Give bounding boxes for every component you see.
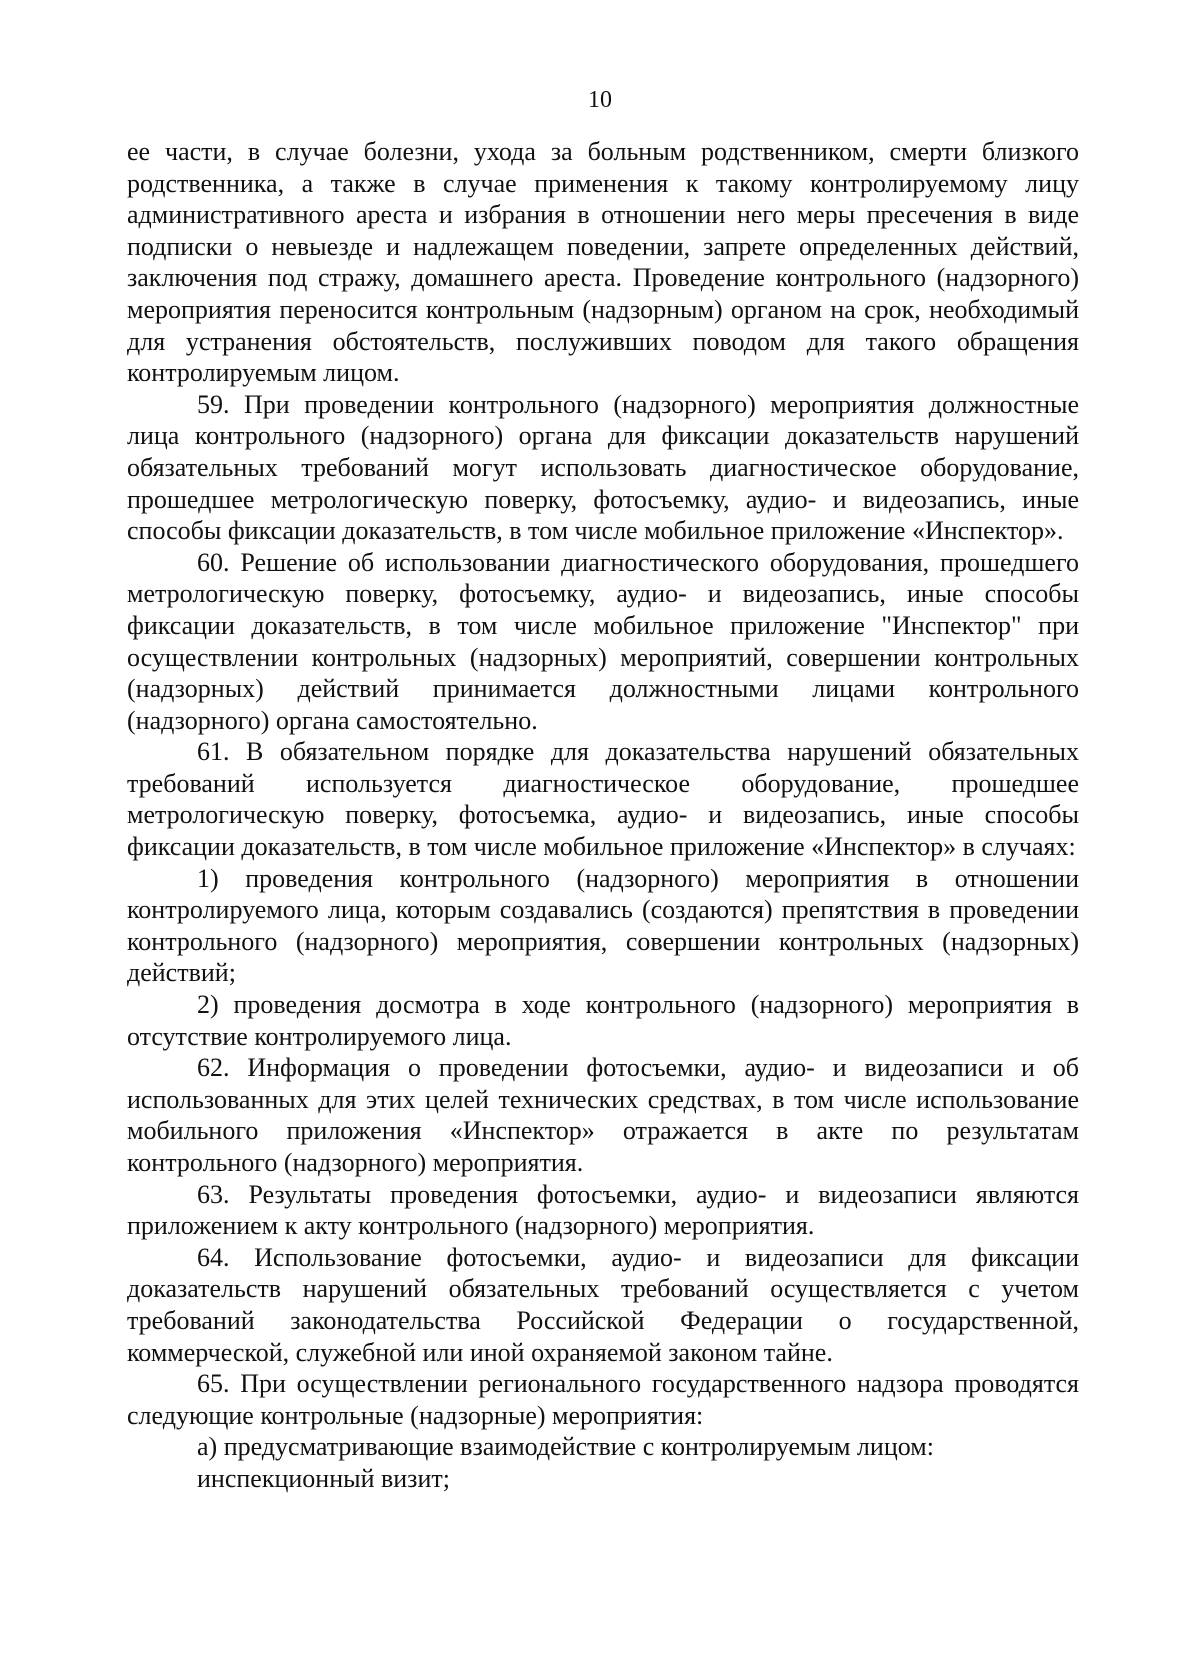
paragraph-65: 65. При осуществлении регионального государственного надзора проводятся следующие контрольные (надзорные) мероприятия: — [127, 1369, 1079, 1430]
paragraph-61: 61. В обязательном порядке для доказательства нарушений обязательных требований используется диагностическое оборудование, прошедшее метрологическую поверку, фотосъемка, аудио- и видеозапись, иные способы фиксации доказательств, в том числе мобильное приложение «Инспектор» в случаях: — [127, 737, 1079, 862]
paragraph-65-item-a: а) предусматривающие взаимодействие с контролируемым лицом: — [197, 1432, 934, 1462]
paragraph-61-item-2: 2) проведения досмотра в ходе контрольного (надзорного) мероприятия в отсутствие контролируемого лица. — [127, 990, 1079, 1051]
paragraph-62: 62. Информация о проведении фотосъемки, аудио- и видеозаписи и об использованных для этих целей технических средствах, в том числе использование мобильного приложения «Инспектор» отражается в акте по результатам контрольного (надзорного) мероприятия. — [127, 1053, 1079, 1177]
paragraph-59: 59. При проведении контрольного (надзорного) мероприятия должностные лица контрольного (надзорного) органа для фиксации доказательств нарушений обязательных требований могут использовать диагностическое оборудование, прошедшее метрологическую поверку, фотосъемку, аудио- и видеозапись, иные способы фиксации доказательств, в том числе мобильное приложение «Инспектор». — [127, 389, 1079, 546]
paragraph-60: 60. Решение об использовании диагностического оборудования, прошедшего метрологическую поверку, фотосъемку, аудио- и видеозапись, иные способы фиксации доказательств, в том числе мобильное приложение "Инспектор" при осуществлении контрольных (надзорных) мероприятий, совершении контрольных (надзорных) действий принимается должностными лицами контрольного (надзорного) органа самостоятельно. — [127, 547, 1079, 735]
paragraph-61-item-1: 1) проведения контрольного (надзорного) мероприятия в отношении контролируемого лица, которым создавались (создаются) препятствия в проведении контрольного (надзорного) мероприятия, совершении контрольных (надзорных) действий; — [127, 863, 1079, 988]
paragraph-64: 64. Использование фотосъемки, аудио- и видеозаписи для фиксации доказательств нарушений обязательных требований осуществляется с учетом требований законодательства Российской Федерации о государственной, коммерческой, служебной или иной охраняемой законом тайне. — [127, 1242, 1079, 1367]
page-number: 10 — [588, 87, 612, 113]
document-body — [127, 136, 1079, 1495]
paragraph-65-item-a-sub-1: инспекционный визит; — [197, 1463, 450, 1493]
paragraph-continuation: ее части, в случае болезни, ухода за больным родственником, смерти близкого родственника, а также в случае применения к такому контролируемому лицу административного ареста и избрания в отношении него меры пресечения в виде подписки о невыезде и надлежащем поведении, запрете определенных действий, заключения под стражу, домашнего ареста. Проведение контрольного (надзорного) мероприятия переносится контрольным (надзорным) органом на срок, необходимый для устранения обстоятельств, послуживших поводом для такого обращения контролируемым лицом. — [127, 137, 1079, 388]
paragraph-63: 63. Результаты проведения фотосъемки, аудио- и видеозаписи являются приложением к акту контрольного (надзорного) мероприятия. — [127, 1179, 1079, 1241]
